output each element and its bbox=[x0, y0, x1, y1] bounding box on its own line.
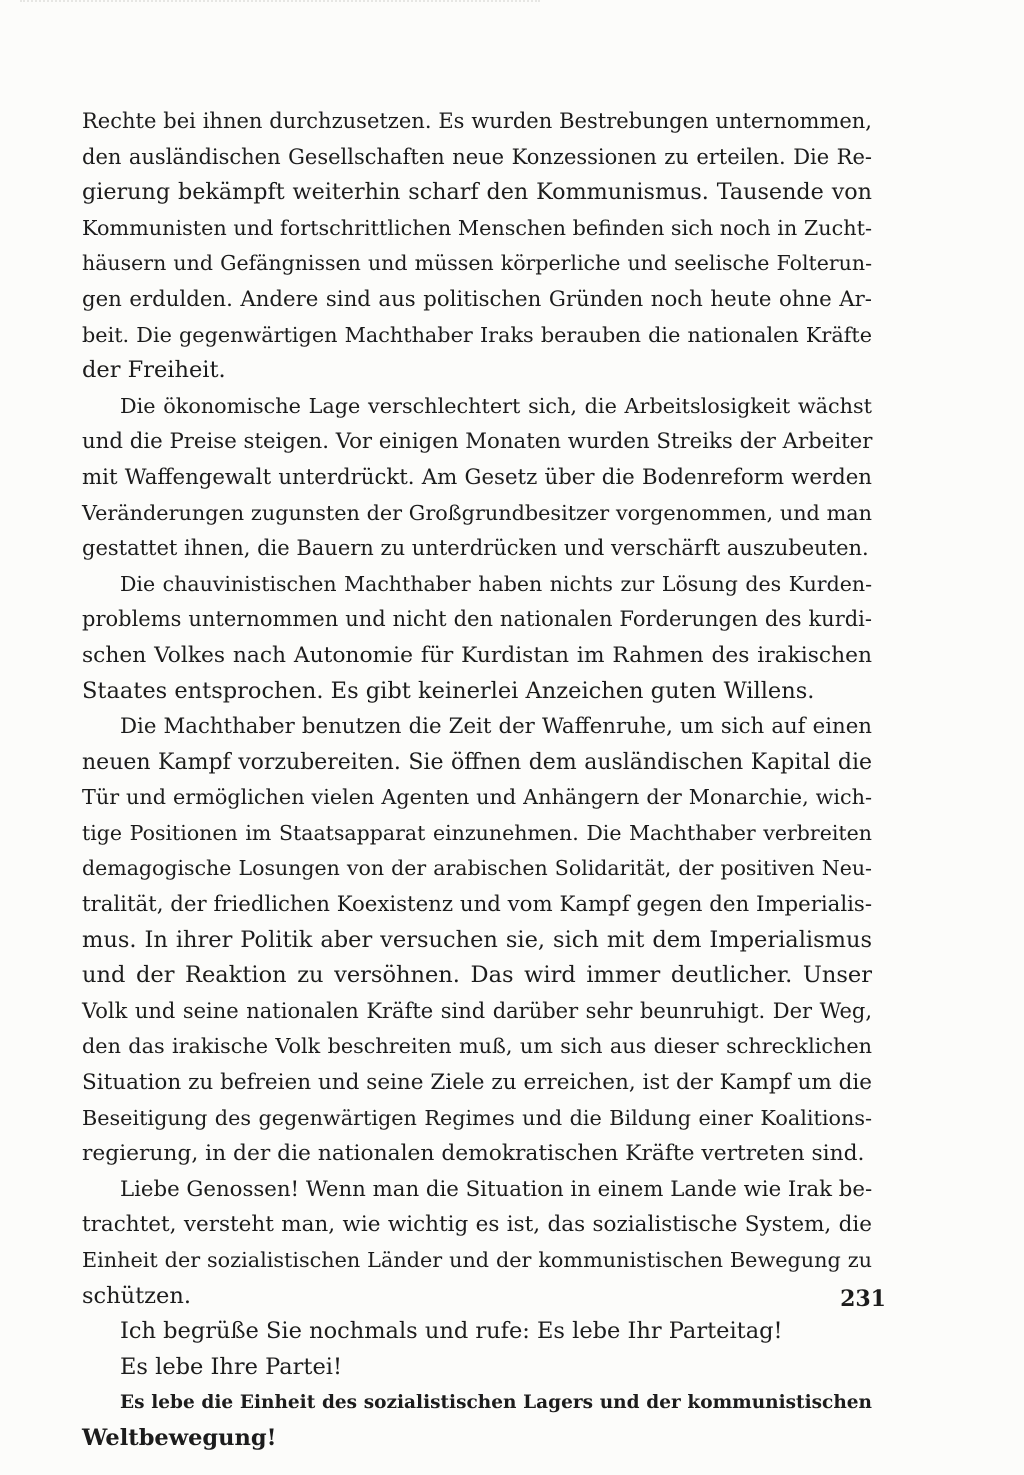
text-line: trachtet, versteht man, wie wichtig es ist, das sozialistische System, die bbox=[82, 1212, 872, 1238]
text-line: schen Volkes nach Autonomie für Kurdistan im Rahmen des irakischen bbox=[82, 642, 872, 668]
text-line: häusern und Gefängnissen und müssen körperliche und seelische Folterun- bbox=[82, 251, 872, 276]
text-line: Die Machthaber benutzen die Zeit der Waffenruhe, um sich auf einen bbox=[120, 714, 872, 740]
text-line: Es lebe Ihre Partei! bbox=[120, 1353, 343, 1380]
closing-paragraph bbox=[82, 1385, 872, 1456]
paragraph bbox=[82, 567, 872, 709]
text-line: und der Reaktion zu versöhnen. Das wird immer deutlicher. Unser bbox=[82, 962, 872, 989]
text-line: Liebe Genossen! Wenn man die Situation in einem Lande wie Irak be- bbox=[120, 1176, 873, 1202]
paragraph bbox=[82, 389, 872, 567]
text-line: beit. Die gegenwärtigen Machthaber Iraks berauben die nationalen Kräfte bbox=[82, 322, 872, 347]
text-line: problems unternommen und nicht den nationalen Forderungen des kurdi- bbox=[82, 607, 872, 632]
paragraph bbox=[82, 1350, 872, 1386]
text-line: den das irakische Volk beschreiten muß, um sich aus dieser schrecklichen bbox=[82, 1034, 872, 1059]
text-line: Situation zu befreien und seine Ziele zu erreichen, ist der Kampf um die bbox=[82, 1070, 872, 1096]
text-line: Ich begrüße Sie nochmals und rufe: Es lebe Ihr Parteitag! bbox=[120, 1318, 783, 1345]
paragraph bbox=[82, 104, 872, 389]
body-text bbox=[82, 104, 872, 1457]
text-line: der Freiheit. bbox=[82, 357, 226, 384]
text-line: Kommunisten und fortschrittlichen Menschen befinden sich noch in Zucht- bbox=[82, 215, 872, 240]
paragraph bbox=[82, 1314, 872, 1350]
text-line: Weltbewegung! bbox=[82, 1424, 277, 1451]
text-line: neuen Kampf vorzubereiten. Sie öffnen dem ausländischen Kapital die bbox=[82, 749, 872, 775]
text-line: Tür und ermöglichen vielen Agenten und Anhängern der Monarchie, wich- bbox=[82, 785, 872, 810]
text-line: tige Positionen im Staatsapparat einzunehmen. Die Machthaber verbreiten bbox=[82, 820, 872, 845]
text-line: Staates entsprochen. Es gibt keinerlei Anzeichen guten Willens. bbox=[82, 677, 815, 704]
text-line: gestattet ihnen, die Bauern zu unterdrücken und verschärft auszubeuten. bbox=[82, 536, 869, 561]
text-line: den ausländischen Gesellschaften neue Konzessionen zu erteilen. Die Re- bbox=[82, 144, 872, 169]
text-line: Es lebe die Einheit des sozialistischen Lagers und der kommunistischen bbox=[120, 1392, 872, 1414]
text-line: Die chauvinistischen Machthaber haben nichts zur Lösung des Kurden- bbox=[120, 571, 872, 596]
text-line: Beseitigung des gegenwärtigen Regimes und die Bildung einer Koalitions- bbox=[82, 1105, 872, 1130]
text-line: Einheit der sozialistischen Länder und der kommunistischen Bewegung zu bbox=[82, 1248, 872, 1272]
scan-artifact bbox=[20, 0, 540, 12]
text-line: demagogische Losungen von der arabischen Solidarität, der positiven Neu- bbox=[82, 856, 872, 881]
page-number: 231 bbox=[840, 1286, 886, 1312]
text-line: regierung, in der die nationalen demokratischen Kräfte vertreten sind. bbox=[82, 1141, 865, 1167]
text-line: und die Preise steigen. Vor einigen Monaten wurden Streiks der Arbeiter bbox=[82, 429, 873, 455]
text-line: Die ökonomische Lage verschlechtert sich, die Arbeitslosigkeit wächst bbox=[120, 393, 872, 418]
text-line: schützen. bbox=[82, 1282, 191, 1309]
text-line: mus. In ihrer Politik aber versuchen sie, sich mit dem Imperialismus bbox=[82, 926, 872, 953]
text-line: Rechte bei ihnen durchzusetzen. Es wurden Bestrebungen unternommen, bbox=[82, 109, 872, 133]
text-line: mit Waffengewalt unterdrückt. Am Gesetz über die Bodenreform werden bbox=[82, 464, 872, 490]
paragraph bbox=[82, 1172, 872, 1314]
text-line: Volk und seine nationalen Kräfte sind darüber sehr beunruhigt. Der Weg, bbox=[82, 998, 872, 1023]
text-line: tralität, der friedlichen Koexistenz und vom Kampf gegen den Imperialis- bbox=[82, 892, 872, 918]
text-line: Veränderungen zugunsten der Großgrundbesitzer vorgenommen, und man bbox=[82, 500, 872, 525]
text-line: gen erdulden. Andere sind aus politischen Gründen noch heute ohne Ar- bbox=[82, 286, 872, 312]
text-line: gierung bekämpft weiterhin scharf den Kommunismus. Tausende von bbox=[82, 179, 872, 206]
paragraph bbox=[82, 709, 872, 1172]
